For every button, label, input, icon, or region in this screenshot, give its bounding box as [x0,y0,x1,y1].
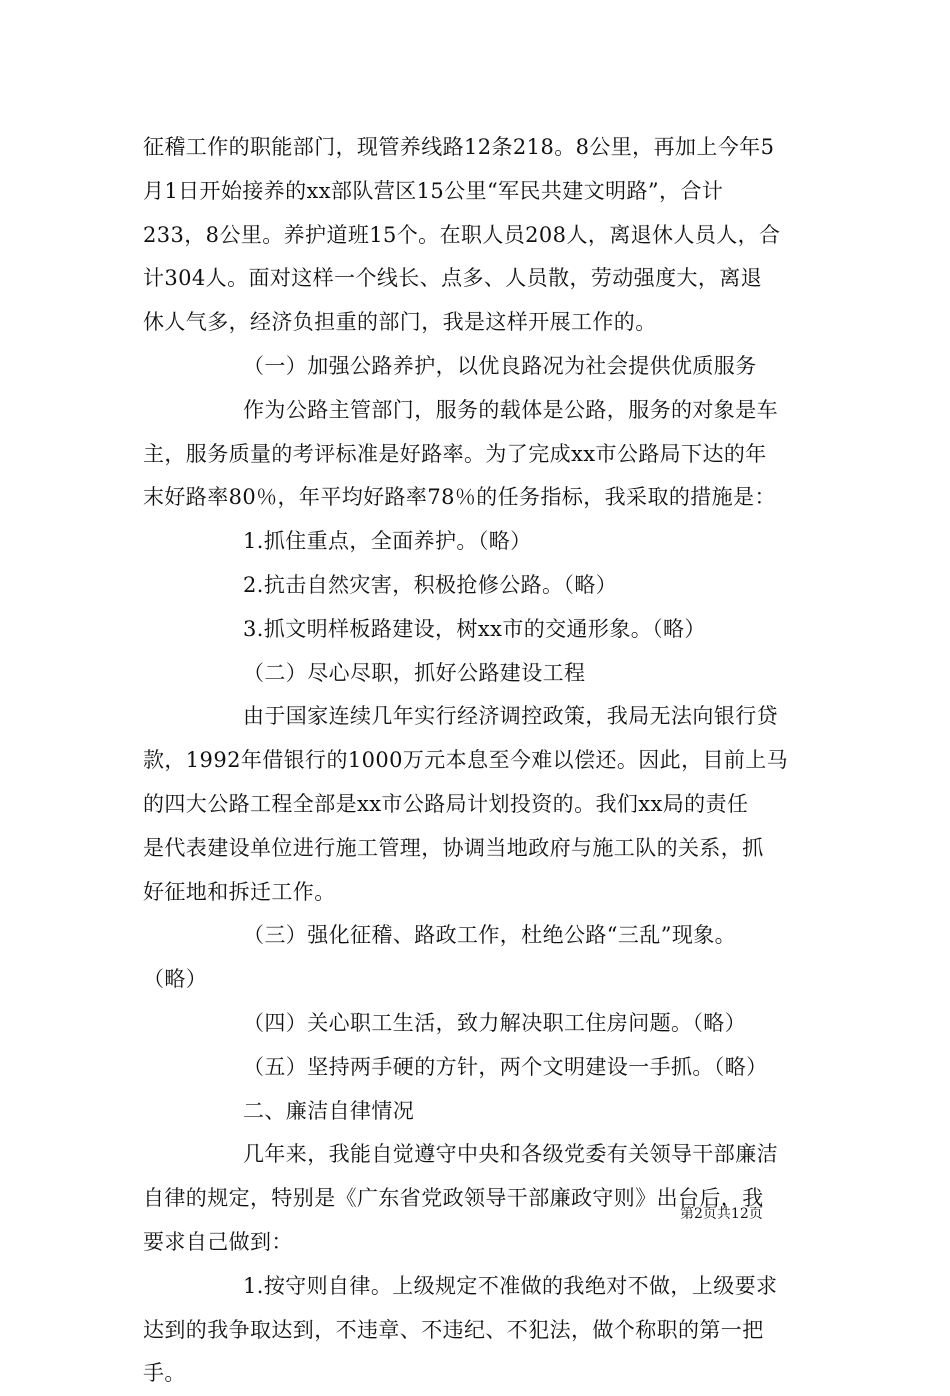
text-line: 的四大公路工程全部是xx市公路局计划投资的。我们xx局的责任 [143,791,749,816]
paragraph-start: 由于国家连续几年实行经济调控政策，我局无法向银行贷 [243,704,778,729]
section-heading: （二）尽心尽职，抓好公路建设工程 [243,660,586,685]
section-heading: （三）强化征稽、路政工作，杜绝公路“三乱”现象。 [243,923,737,948]
list-item: 1.抓住重点，全面养护。（略） [243,529,532,554]
text-line: 自律的规定，特别是《广东省党政领导干部廉政守则》出台后，我 [143,1186,764,1211]
text-line: 计304人。面对这样一个线长、点多、人员散，劳动强度大，离退 [143,266,763,291]
text-line: 233，8公里。养护道班15个。在职人员208人，离退休人员人，合 [143,222,781,247]
text-line: 好征地和拆迁工作。 [143,879,336,904]
text-line: 末好路率80％，年平均好路率78％的任务指标，我采取的措施是： [143,485,776,510]
section-heading: （一）加强公路养护，以优良路况为社会提供优质服务 [243,353,757,378]
list-item: 1.按守则自律。上级规定不准做的我绝对不做，上级要求 [243,1273,778,1298]
text-line: 达到的我争取达到，不违章、不违纪、不犯法，做个称职的第一把 [143,1317,764,1342]
paragraph-start: 作为公路主管部门，服务的载体是公路，服务的对象是车 [243,397,778,422]
text-line: 是代表建设单位进行施工管理，协调当地政府与施工队的关系，抓 [143,835,764,860]
paragraph-start: 几年来，我能自觉遵守中央和各级党委有关领导干部廉洁 [243,1142,778,1167]
text-line: 休人气多，经济负担重的部门，我是这样开展工作的。 [143,310,657,335]
page-number: 第2页共12页 [680,1206,763,1222]
text-line: 手。 [143,1361,186,1386]
section-heading: 二、廉洁自律情况 [243,1098,415,1123]
section-heading: （五）坚持两手硬的方针，两个文明建设一手抓。（略） [243,1054,768,1079]
text-line: 款，1992年借银行的1000万元本息至今难以偿还。因此，目前上马 [143,748,789,773]
list-item: 3.抓文明样板路建设，树xx市的交通形象。（略） [243,616,706,641]
text-line: （略） [143,967,208,992]
section-heading: （四）关心职工生活，致力解决职工住房问题。（略） [243,1010,747,1035]
text-line: 主，服务质量的考评标准是好路率。为了完成xx市公路局下达的年 [143,441,767,466]
text-line: 月1日开始接养的xx部队营区15公里“军民共建文明路”，合计 [143,178,724,203]
list-item: 2.抗击自然灾害，积极抢修公路。（略） [243,572,618,597]
text-line: 要求自己做到： [143,1229,293,1254]
text-line: 征稽工作的职能部门，现管养线路12条218。8公里，再加上今年5 [143,135,775,159]
